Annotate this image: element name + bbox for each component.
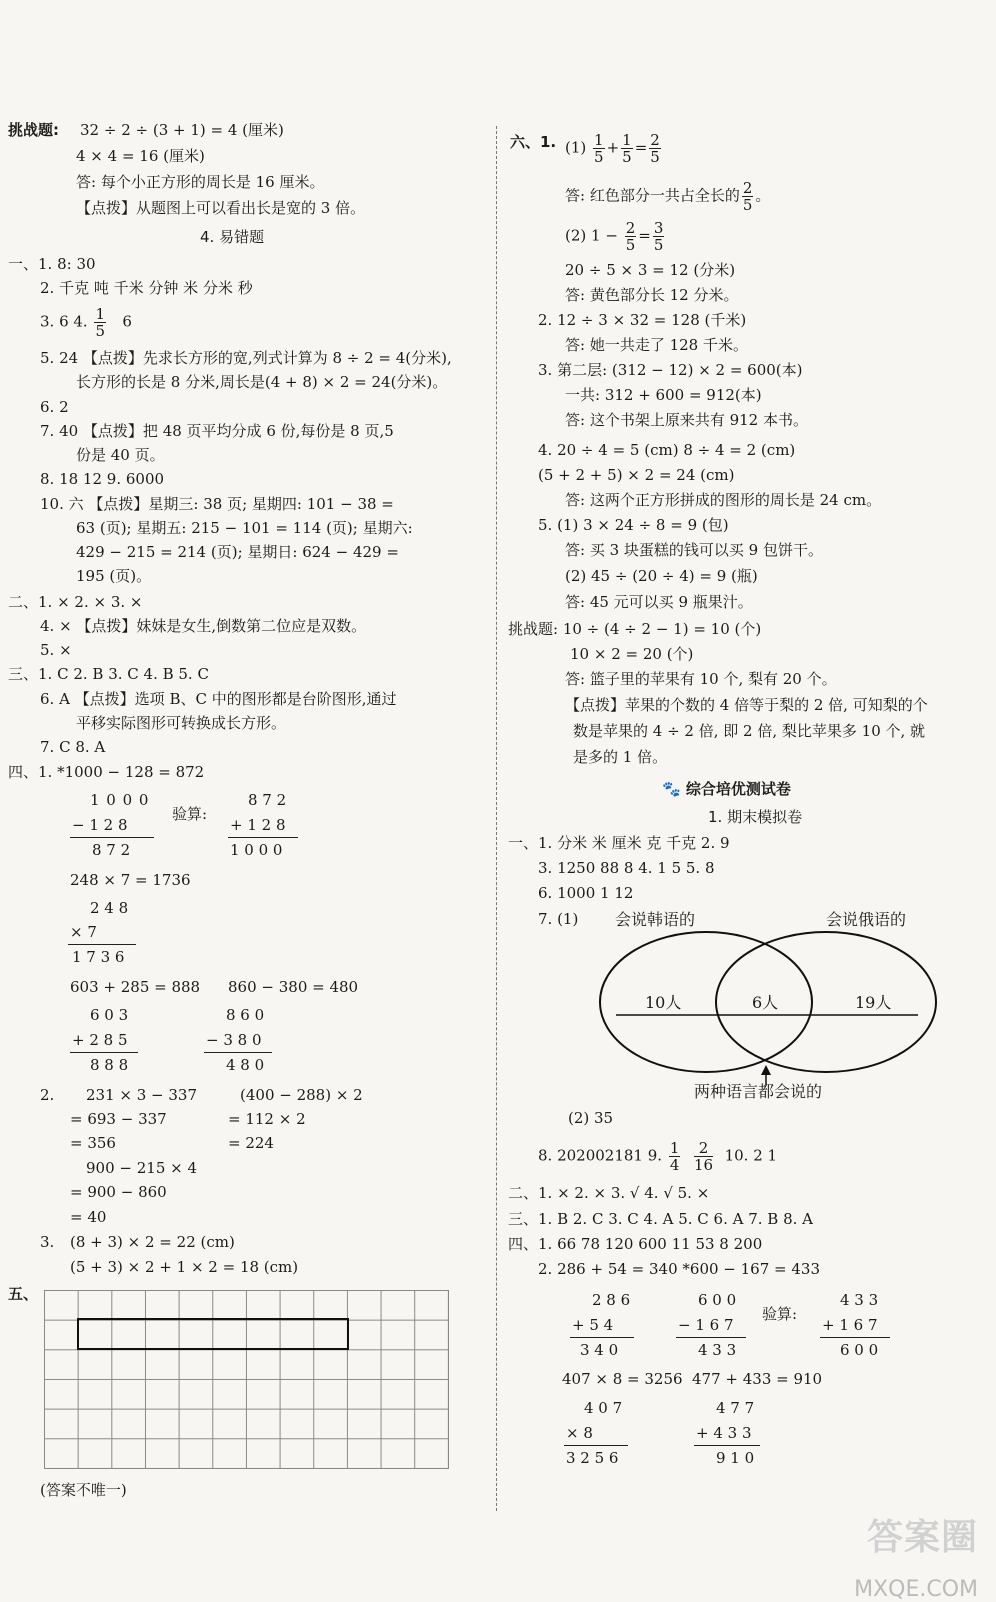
line: 答: 买 3 块蛋糕的钱可以买 9 包饼干。 [565,541,823,559]
section-five: 五、 [8,1285,39,1303]
paw-icon: 🐾 [662,780,681,798]
check-top: 4 3 3 [840,1291,879,1309]
line: 8. 18 12 9. 6000 [40,470,165,488]
q2-label: 2. [40,1086,55,1104]
q2-a1: 231 × 3 − 337 [86,1086,198,1104]
line: (2) 45 ÷ (20 ÷ 4) = 9 (瓶) [565,567,758,585]
test-title: 🐾 综合培优测试卷 [662,780,791,798]
q8-line: 8. 202002181 9. $\frac{1}{4}$ $\frac{2}{16}$ 10. 2 1 [538,1139,778,1174]
q2-a2: = 693 − 337 [70,1110,167,1128]
six-label: 六、1. [510,133,557,151]
q2-c3: = 40 [70,1208,107,1226]
calc-line [564,1445,628,1446]
line: (5 + 2 + 5) × 2 = 24 (cm) [538,466,735,484]
line: 答: 45 元可以买 9 瓶果汁。 [565,593,753,611]
line: 5. (1) 3 × 24 ÷ 8 = 9 (包) [538,516,729,534]
answer-line: 二、1. × 2. × 3. √ 4. √ 5. × [508,1184,710,1202]
calc-top: 6 0 3 [90,1006,129,1024]
calc-line [676,1337,746,1338]
calc-op: + 5 4 [572,1316,614,1334]
exam-line: (2) 35 [568,1109,614,1127]
q2-c1: 900 − 215 × 4 [86,1159,198,1177]
calc-top: 1 0 0 0 [90,791,150,809]
line: 63 (页); 星期五: 215 − 101 = 114 (页); 星期六: [76,519,413,537]
calc-op: + 4 3 3 [696,1424,752,1442]
calc-top: 8 6 0 [226,1006,265,1024]
calc-top: 6 0 0 [698,1291,737,1309]
calc-top: 4 7 7 [716,1399,755,1417]
challenge-label: 挑战题: [8,121,59,139]
check-result: 6 0 0 [840,1341,879,1359]
line: 20 ÷ 5 × 3 = 12 (分米) [565,261,736,279]
q2-b1: (400 − 288) × 2 [240,1086,363,1104]
line: 4. × 【点拨】妹妹是女生,倒数第二位应是双数。 [40,617,367,635]
exam-title: 1. 期末模拟卷 [708,808,803,826]
equation: 860 − 380 = 480 [228,978,359,996]
column-divider [496,126,497,1511]
line: 429 − 215 = 214 (页); 星期日: 624 − 429 = [76,543,399,561]
check-line [820,1337,890,1338]
line: 数是苹果的 4 ÷ 2 倍, 即 2 倍, 梨比苹果多 10 个, 就 [573,722,926,740]
q3-label: 3. [40,1233,55,1251]
drawing-grid [44,1290,449,1469]
line: 6. A 【点拨】选项 B、C 中的图形都是台阶图形,通过 [40,690,397,708]
venn-right-label: 会说俄语的 [826,910,907,929]
equation: 477 + 433 = 910 [692,1370,823,1388]
q2-a3: = 356 [70,1134,116,1152]
calc-result: 4 3 3 [698,1341,737,1359]
calc-line [68,944,136,945]
check-label: 验算: [762,1305,798,1323]
line: 4. 20 ÷ 4 = 5 (cm) 8 ÷ 4 = 2 (cm) [538,441,796,459]
q2-b3: = 224 [228,1134,274,1152]
q2-c2: = 900 − 860 [70,1183,167,1201]
check-top: 8 7 2 [248,791,287,809]
challenge-answer: 答: 每个小正方形的周长是 16 厘米。 [76,173,325,191]
six-fraction-eq: (1) $\frac{1}{5}$ + $\frac{1}{5}$ = $\frac{2}{5}$ [565,131,660,166]
pointer-arrow [761,1065,771,1075]
equation: 407 × 8 = 3256 [562,1370,683,1388]
line: 2. 12 ÷ 3 × 32 = 128 (千米) [538,311,747,329]
line: 四、1. *1000 − 128 = 872 [8,763,205,781]
calc-op: − 1 6 7 [678,1316,734,1334]
answer-line: 四、1. 66 78 120 600 11 53 8 200 [508,1235,763,1253]
check-op: + 1 2 8 [230,816,286,834]
venn-right-count: 19人 [855,993,892,1012]
challenge-hint: 【点拨】从题图上可以看出长是宽的 3 倍。 [76,199,366,217]
calc-line [694,1445,760,1446]
line: 挑战题: 10 ÷ (4 ÷ 2 − 1) = 10 (个) [508,620,762,638]
check-label: 验算: [172,805,208,823]
line: 一共: 312 + 600 = 912(本) [565,386,762,404]
calc-line [70,1052,138,1053]
line: 是多的 1 倍。 [573,748,668,766]
line: 7. 40 【点拨】把 48 页平均分成 6 份,每份是 8 页,5 [40,422,394,440]
calc-op: − 3 8 0 [206,1031,262,1049]
watermark-logo: 答案圈 [866,1517,978,1558]
line: 5. 24 【点拨】先求长方形的宽,列式计算为 8 ÷ 2 = 4(分米), [40,349,452,367]
calc-result: 4 8 0 [226,1056,265,1074]
left-ellipse [600,932,812,1072]
calc-line [204,1052,272,1053]
calc-result: 9 1 0 [716,1449,755,1467]
calc-line [570,1337,634,1338]
answer-line: 2. 286 + 54 = 340 *600 − 167 = 433 [538,1260,821,1278]
venn-left-label: 会说韩语的 [615,910,696,929]
check-result: 1 0 0 0 [230,841,283,859]
calc-top: 2 8 6 [592,1291,631,1309]
exam-line: 7. (1) [538,910,579,928]
exam-line: 一、1. 分米 米 厘米 克 千克 2. 9 [508,834,730,852]
line: 195 (页)。 [76,567,152,585]
line: 答: 这两个正方形拼成的图形的周长是 24 cm。 [565,491,882,509]
calc-op: × 7 [70,923,97,941]
calc-top: 2 4 8 [90,899,129,917]
q4-text: 6 [122,312,132,331]
note: (答案不唯一) [40,1481,127,1499]
line: 答: 黄色部分长 12 分米。 [565,286,739,304]
q3-text: 3. 6 4. [40,312,88,331]
right-ellipse [716,932,936,1072]
line: 答: 篮子里的苹果有 10 个, 梨有 20 个。 [565,670,837,688]
section-title: 4. 易错题 [200,228,265,246]
line: 答: 她一共走了 128 千米。 [565,336,748,354]
exam-line: 3. 1250 88 8 4. 1 5 5. 8 [538,859,715,877]
check-line [228,837,298,838]
calc-result: 3 4 0 [580,1341,619,1359]
calc-result: 1 7 3 6 [72,948,125,966]
line: 5. × [40,641,72,659]
line: 2. 千克 吨 千米 分钟 米 分米 秒 [40,279,253,297]
check-op: + 1 6 7 [822,1316,878,1334]
calc-op: − 1 2 8 [72,816,128,834]
q3-line-1: (8 + 3) × 2 = 22 (cm) [70,1233,235,1251]
q3-q4 [40,306,132,339]
line: 10 × 2 = 20 (个) [570,645,694,663]
line: 长方形的长是 8 分米,周长是(4 + 8) × 2 = 24(分米)。 [76,373,448,391]
six-fraction-eq-2: (2) 1 − $\frac{2}{5}$ = $\frac{3}{5}$ [565,219,664,254]
equation: 248 × 7 = 1736 [70,871,191,889]
venn-mid-count: 6人 [752,993,779,1012]
drawn-rectangle [77,1318,349,1350]
fraction: $\frac{1}{5}$ [95,305,106,340]
line: 【点拨】苹果的个数的 4 倍等于梨的 2 倍, 可知梨的个 [565,696,928,714]
exam-line: 6. 1000 1 12 [538,884,634,902]
line: 10. 六 【点拨】星期三: 38 页; 星期四: 101 − 38 = [40,495,394,513]
line: 答: 这个书架上原来共有 912 本书。 [565,411,808,429]
calc-top: 4 0 7 [584,1399,623,1417]
line: 7. C 8. A [40,738,106,756]
calc-line [70,837,154,838]
six-answer-1: 答: 红色部分一共占全长的 $\frac{2}{5}$ 。 [565,179,771,214]
challenge-line-1: 32 ÷ 2 ÷ (3 + 1) = 4 (厘米) [80,121,284,139]
venn-left-count: 10人 [645,993,682,1012]
calc-result: 8 8 8 [90,1056,129,1074]
watermark-url: MXQE.COM [854,1577,978,1602]
answer-line: 三、1. B 2. C 3. C 4. A 5. C 6. A 7. B 8. A [508,1210,813,1228]
q3-line-2: (5 + 3) × 2 + 1 × 2 = 18 (cm) [70,1258,299,1276]
line: 份是 40 页。 [76,446,165,464]
calc-op: × 8 [566,1424,593,1442]
equation: 603 + 285 = 888 [70,978,201,996]
calc-op: + 2 8 5 [72,1031,128,1049]
challenge-line-2: 4 × 4 = 16 (厘米) [76,147,205,165]
line: 二、1. × 2. × 3. × [8,593,143,611]
calc-result: 8 7 2 [92,841,131,859]
line: 3. 第二层: (312 − 12) × 2 = 600(本) [538,361,803,379]
line: 三、1. C 2. B 3. C 4. B 5. C [8,665,209,683]
calc-result: 3 2 5 6 [566,1449,619,1467]
venn-bottom-label: 两种语言都会说的 [694,1082,823,1101]
line: 一、1. 8: 30 [8,255,96,273]
line: 6. 2 [40,398,69,416]
line: 平移实际图形可转换成长方形。 [76,714,287,732]
q2-b2: = 112 × 2 [228,1110,306,1128]
